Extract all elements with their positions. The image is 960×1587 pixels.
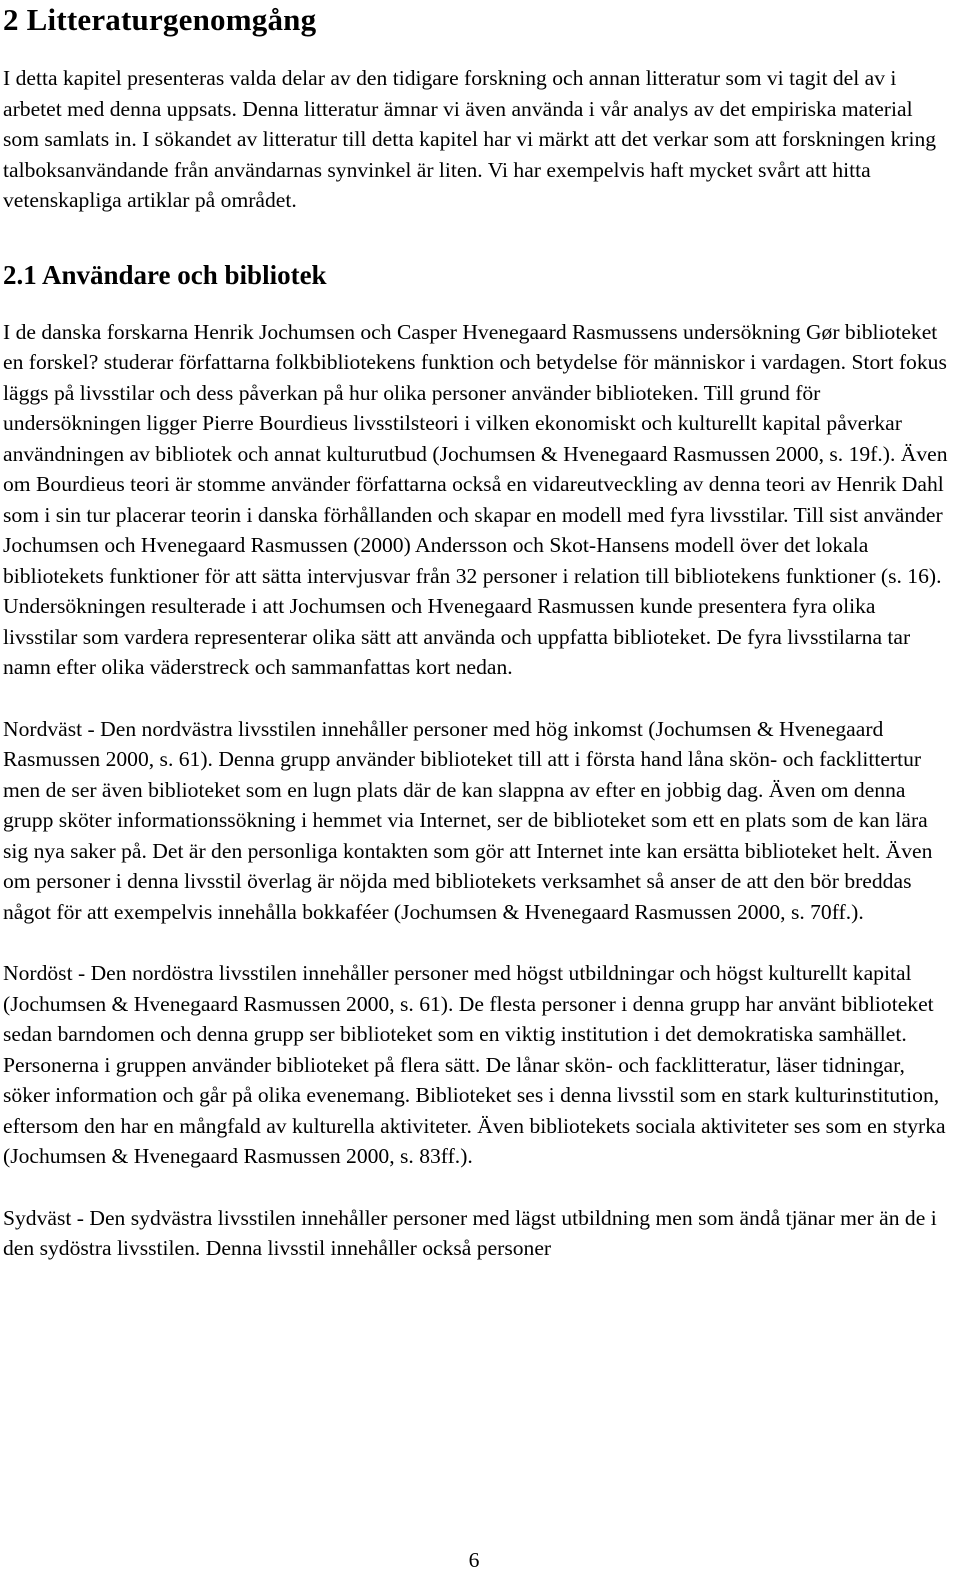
section-paragraph: I de danska forskarna Henrik Jochumsen och Casper Hvenegaard Rasmussens undersökning Gør biblioteket en forskel? studerar författarna folkbibliotekens funktion och betydelse för människor i vardagen. Stort fokus läggs på livsstilar och dess påverkan på hur olika personer använder biblioteken. Till grund för undersökningen ligger Pierre Bourdieus livsstilsteori i vilken ekonomiskt och kulturellt kapital påverkar användningen av bibliotek och annat kulturutbud (Jochumsen & Hvenegaard Rasmussen 2000, s. 19f.). Även om Bourdieus teori är stomme använder författarna också en vidareutveckling av denna teori av Henrik Dahl som i sin tur placerar teorin i danska förhållanden och skapar en modell med fyra livsstilar. Till sist använder Jochumsen och Hvenegaard Rasmussen (2000) Andersson och Skot-Hansens modell över det lokala bibliotekets funktioner för att sätta intervjusvar från 32 personer i relation till bibliotekens funktioner (s. 16). Undersökningen resulterade i att Jochumsen och Hvenegaard Rasmussen kunde presentera fyra olika livsstilar som vardera representerar olika sätt att använda och uppfatta biblioteket. De fyra livsstilarna tar namn efter olika väderstreck och sammanfattas kort nedan.	[3, 319, 948, 679]
nordost-paragraph: Nordöst - Den nordöstra livsstilen innehåller personer med högst utbildningar och högst kulturellt kapital (Jochumsen & Hvenegaard Rasmussen 2000, s. 61). De flesta personer i denna grupp har använt biblioteket sedan barndomen och denna grupp ser biblioteket som en viktig institution i det demokratiska samhället. Personerna i gruppen använder biblioteket på flera sätt. De lånar skön- och facklitteratur, läser tidningar, söker information och går på olika evenemang. Biblioteket ses i denna livsstil som en stark kulturinstitution, eftersom den har en mångfald av kulturella aktiviteter. Även bibliotekets sociala aktiviteter ses som en styrka (Jochumsen & Hvenegaard Rasmussen 2000, s. 83ff.).	[3, 961, 946, 1168]
sydvast-paragraph: Sydväst - Den sydvästra livsstilen innehåller personer med lägst utbildning men som ändå tjänar mer än de i den sydöstra livsstilen. Denna livsstil innehåller också personer	[3, 1205, 937, 1260]
intro-paragraph: I detta kapitel presenteras valda delar av den tidigare forskning och annan litteratur som vi tagit del av i arbetet med denna uppsats. Denna litteratur ämnar vi även använda i vår analys av det empiriska material som samlats in. I sökandet av litteratur till detta kapitel har vi märkt att det verkar som att forskningen kring talboksanvändande från användarnas synvinkel är liten. Vi har exempelvis haft mycket svårt att hitta vetenskapliga artiklar på området.	[3, 66, 937, 212]
chapter-heading: 2 Litteraturgenomgång	[3, 2, 317, 37]
page-number: 6	[468, 1548, 480, 1572]
document-page	[3, 0, 951, 1264]
nordvast-paragraph: Nordväst - Den nordvästra livsstilen innehåller personer med hög inkomst (Jochumsen & Hvenegaard Rasmussen 2000, s. 61). Denna grupp använder biblioteket till att i första hand låna skön- och facklittertur men de ser även biblioteket som en lugn plats där de kan slappna av efter en jobbig dag. Även om denna grupp sköter informationssökning i hemmet via Internet, ser de biblioteket som ett en plats som de kan lära sig nya saker på. Det är den personliga kontakten som gör att Internet inte kan ersätta biblioteket helt. Även om personer i denna livsstil överlag är nöjda med bibliotekets verksamhet så anser de att den bör breddas något för att exempelvis innehålla bokkaféer (Jochumsen & Hvenegaard Rasmussen 2000, s. 70ff.).	[3, 716, 933, 924]
section-heading: 2.1 Användare och bibliotek	[3, 259, 327, 290]
